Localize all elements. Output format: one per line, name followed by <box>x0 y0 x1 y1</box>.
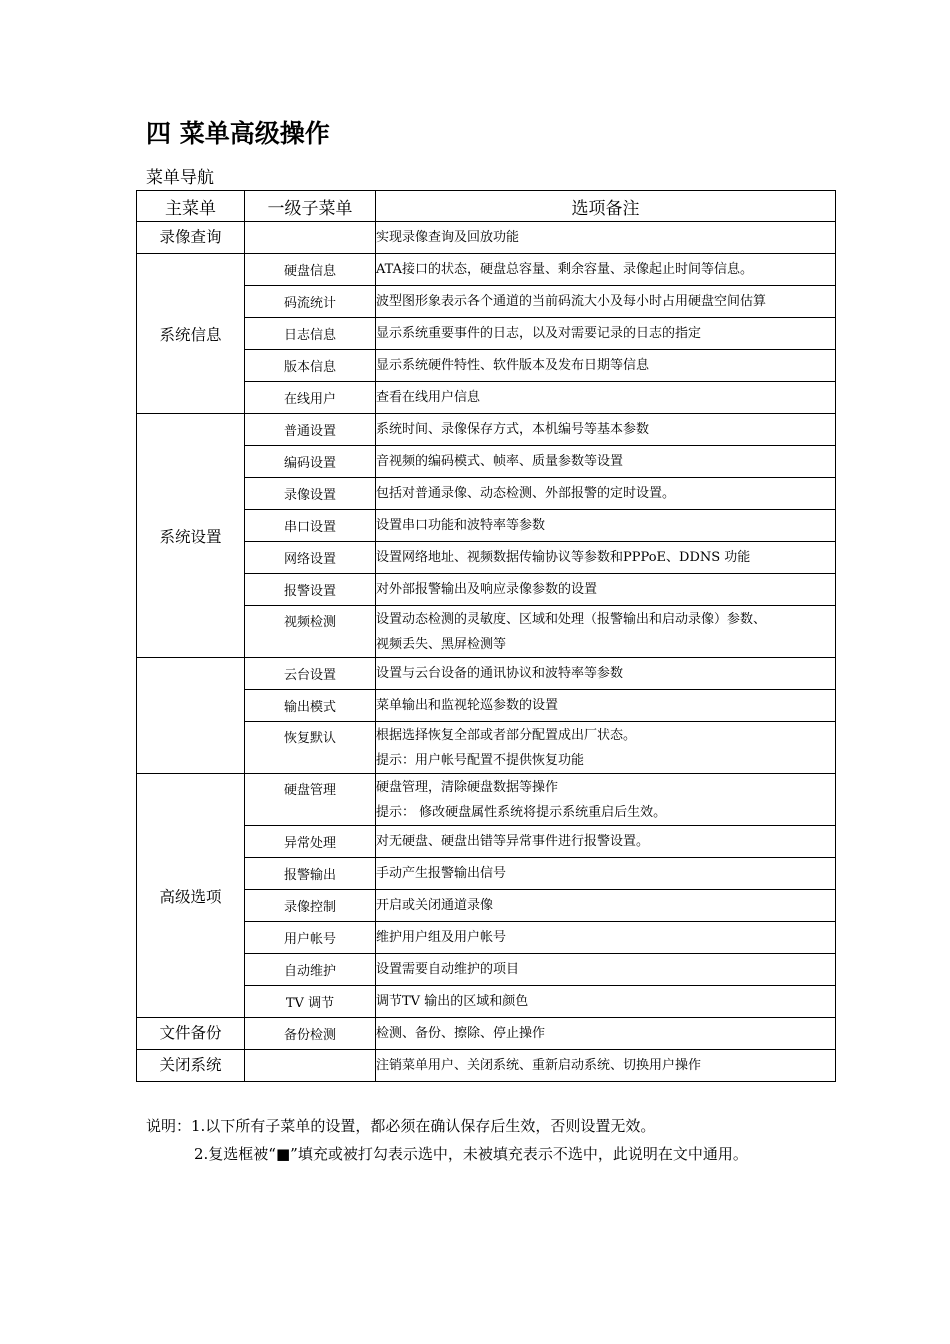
note-line: 实现录像查询及回放功能 <box>376 230 520 245</box>
main-menu-cell <box>137 658 245 774</box>
submenu-cell: 网络设置 <box>245 542 376 574</box>
note-line: 设置与云台设备的通讯协议和波特率等参数 <box>376 666 624 681</box>
submenu-cell: 录像控制 <box>245 890 376 922</box>
submenu-cell: 报警设置 <box>245 574 376 606</box>
note-line: 根据选择恢复全部或者部分配置成出厂状态。 <box>376 728 637 743</box>
header-submenu: 一级子菜单 <box>245 191 376 222</box>
submenu-cell: 自动维护 <box>245 954 376 986</box>
submenu-cell: 视频检测 <box>245 606 376 658</box>
note-line: 视频丢失、黑屏检测等 <box>376 637 507 652</box>
table-row <box>137 222 836 254</box>
note-cell <box>376 986 836 1018</box>
header-main-menu: 主菜单 <box>137 191 245 222</box>
table-row <box>137 414 836 446</box>
note-line: 设置串口功能和波特率等参数 <box>376 518 546 533</box>
note-cell <box>376 542 836 574</box>
note-line: 硬盘管理，清除硬盘数据等操作 <box>376 780 559 795</box>
submenu-cell: 备份检测 <box>245 1018 376 1050</box>
section-title: 四 菜单高级操作 <box>146 119 330 148</box>
footnotes <box>146 1112 748 1168</box>
main-menu-cell: 关闭系统 <box>137 1050 245 1082</box>
submenu-cell: 编码设置 <box>245 446 376 478</box>
note-line: 提示：用户帐号配置不提供恢复功能 <box>376 753 585 768</box>
submenu-cell: 录像设置 <box>245 478 376 510</box>
note-cell <box>376 574 836 606</box>
note-cell <box>376 382 836 414</box>
submenu-cell: 硬盘管理 <box>245 774 376 826</box>
note-cell <box>376 1018 836 1050</box>
note-line: 波型图形象表示各个通道的当前码流大小及每小时占用硬盘空间估算 <box>376 294 767 309</box>
note-line: 调节TV 输出的区域和颜色 <box>376 994 529 1009</box>
note-cell <box>376 774 836 826</box>
note-cell <box>376 606 836 658</box>
table-row <box>137 774 836 826</box>
note-line: 维护用户组及用户帐号 <box>376 930 507 945</box>
submenu-cell <box>245 1050 376 1082</box>
note-line: 手动产生报警输出信号 <box>376 866 507 881</box>
table-row <box>137 254 836 286</box>
note-line: 设置需要自动维护的项目 <box>376 962 520 977</box>
submenu-cell: 版本信息 <box>245 350 376 382</box>
note-cell <box>376 690 836 722</box>
note-cell <box>376 954 836 986</box>
note-cell <box>376 414 836 446</box>
note-line: 设置动态检测的灵敏度、区域和处理（报警输出和启动录像）参数、 <box>376 612 767 627</box>
submenu-cell: 码流统计 <box>245 286 376 318</box>
note-line: ATA接口的状态，硬盘总容量、剩余容量、录像起止时间等信息。 <box>376 262 754 277</box>
submenu-cell: 输出模式 <box>245 690 376 722</box>
submenu-cell: 日志信息 <box>245 318 376 350</box>
menu-navigation-table <box>136 190 836 1082</box>
submenu-cell: 普通设置 <box>245 414 376 446</box>
note-line: 开启或关闭通道录像 <box>376 898 494 913</box>
note-cell <box>376 222 836 254</box>
submenu-cell: 恢复默认 <box>245 722 376 774</box>
footnote-1: 说明：1.以下所有子菜单的设置，都必须在确认保存后生效，否则设置无效。 <box>146 1117 656 1135</box>
note-line: 设置网络地址、视频数据传输协议等参数和PPPoE、DDNS 功能 <box>376 550 751 565</box>
submenu-cell: 云台设置 <box>245 658 376 690</box>
table-row <box>137 658 836 690</box>
note-cell <box>376 318 836 350</box>
note-cell <box>376 858 836 890</box>
footnote-2: 2.复选框被“■”填充或被打勾表示选中，未被填充表示不选中，此说明在文中通用。 <box>194 1145 748 1163</box>
note-line: 音视频的编码模式、帧率、质量参数等设置 <box>376 454 624 469</box>
table-row <box>137 1050 836 1082</box>
note-cell <box>376 922 836 954</box>
note-cell <box>376 722 836 774</box>
note-cell <box>376 478 836 510</box>
note-cell <box>376 826 836 858</box>
submenu-cell: 用户帐号 <box>245 922 376 954</box>
submenu-cell: TV 调节 <box>245 986 376 1018</box>
header-notes: 选项备注 <box>376 191 836 222</box>
note-line: 显示系统重要事件的日志，以及对需要记录的日志的指定 <box>376 326 702 341</box>
note-cell <box>376 254 836 286</box>
submenu-cell: 硬盘信息 <box>245 254 376 286</box>
note-cell <box>376 286 836 318</box>
note-line: 菜单输出和监视轮巡参数的设置 <box>376 698 559 713</box>
note-line: 系统时间、录像保存方式，本机编号等基本参数 <box>376 422 650 437</box>
note-line: 检测、备份、擦除、停止操作 <box>376 1026 546 1041</box>
note-line: 注销菜单用户、关闭系统、重新启动系统、切换用户操作 <box>376 1058 702 1073</box>
note-line: 显示系统硬件特性、软件版本及发布日期等信息 <box>376 358 650 373</box>
note-line: 查看在线用户信息 <box>376 390 481 405</box>
note-line: 包括对普通录像、动态检测、外部报警的定时设置。 <box>376 486 676 501</box>
table-header-row <box>137 191 836 222</box>
submenu-cell: 报警输出 <box>245 858 376 890</box>
note-cell <box>376 446 836 478</box>
main-menu-cell: 高级选项 <box>137 774 245 1018</box>
note-line: 对无硬盘、硬盘出错等异常事件进行报警设置。 <box>376 834 650 849</box>
submenu-cell: 串口设置 <box>245 510 376 542</box>
note-cell <box>376 1050 836 1082</box>
note-line: 提示： 修改硬盘属性系统将提示系统重启后生效。 <box>376 805 667 820</box>
note-cell <box>376 890 836 922</box>
submenu-cell <box>245 222 376 254</box>
table-row <box>137 1018 836 1050</box>
table-caption: 菜单导航 <box>146 168 214 188</box>
main-menu-cell: 文件备份 <box>137 1018 245 1050</box>
submenu-cell: 异常处理 <box>245 826 376 858</box>
note-cell <box>376 658 836 690</box>
note-line: 对外部报警输出及响应录像参数的设置 <box>376 582 598 597</box>
main-menu-cell: 系统设置 <box>137 414 245 658</box>
note-cell <box>376 350 836 382</box>
main-menu-cell: 系统信息 <box>137 254 245 414</box>
submenu-cell: 在线用户 <box>245 382 376 414</box>
main-menu-cell: 录像查询 <box>137 222 245 254</box>
note-cell <box>376 510 836 542</box>
